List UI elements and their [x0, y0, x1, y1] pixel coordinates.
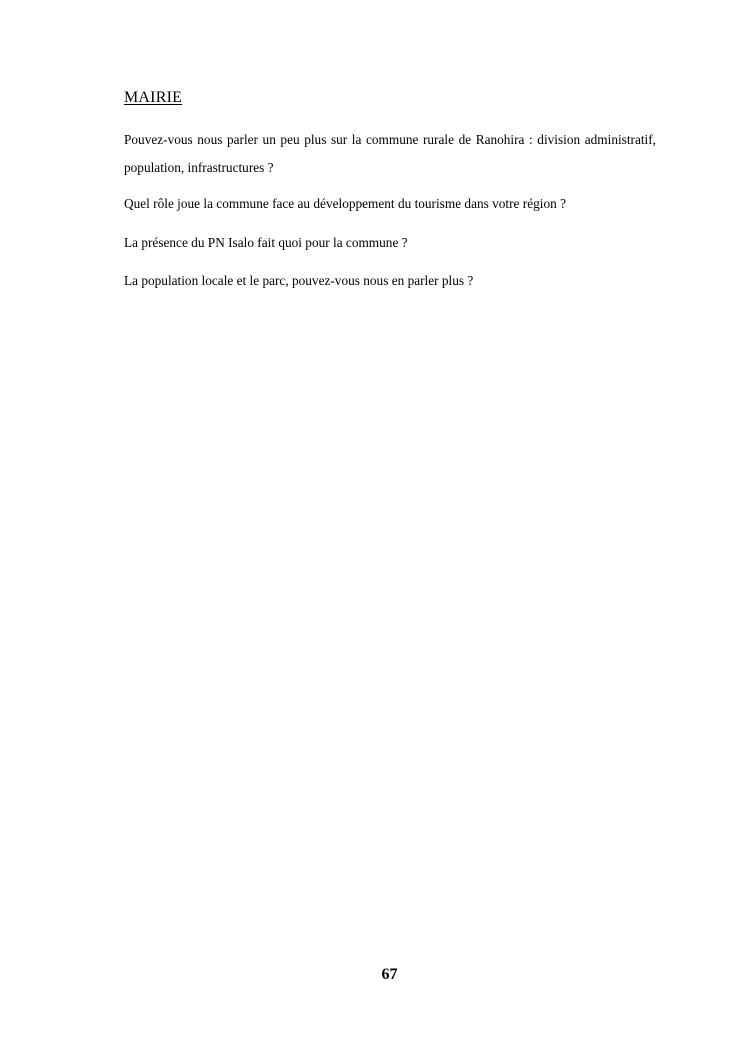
question-paragraph: Pouvez-vous nous parler un peu plus sur la commune rurale de Ranohira : division administratif, population, infrastructures ?	[124, 132, 656, 175]
page-number: 67	[381, 966, 398, 983]
question-paragraph: La population locale et le parc, pouvez-vous nous en parler plus ?	[124, 273, 474, 288]
section-heading: MAIRIE	[124, 89, 183, 106]
question-paragraph: Quel rôle joue la commune face au développement du tourisme dans votre région ?	[124, 196, 566, 211]
question-paragraph: La présence du PN Isalo fait quoi pour la commune ?	[124, 235, 408, 250]
